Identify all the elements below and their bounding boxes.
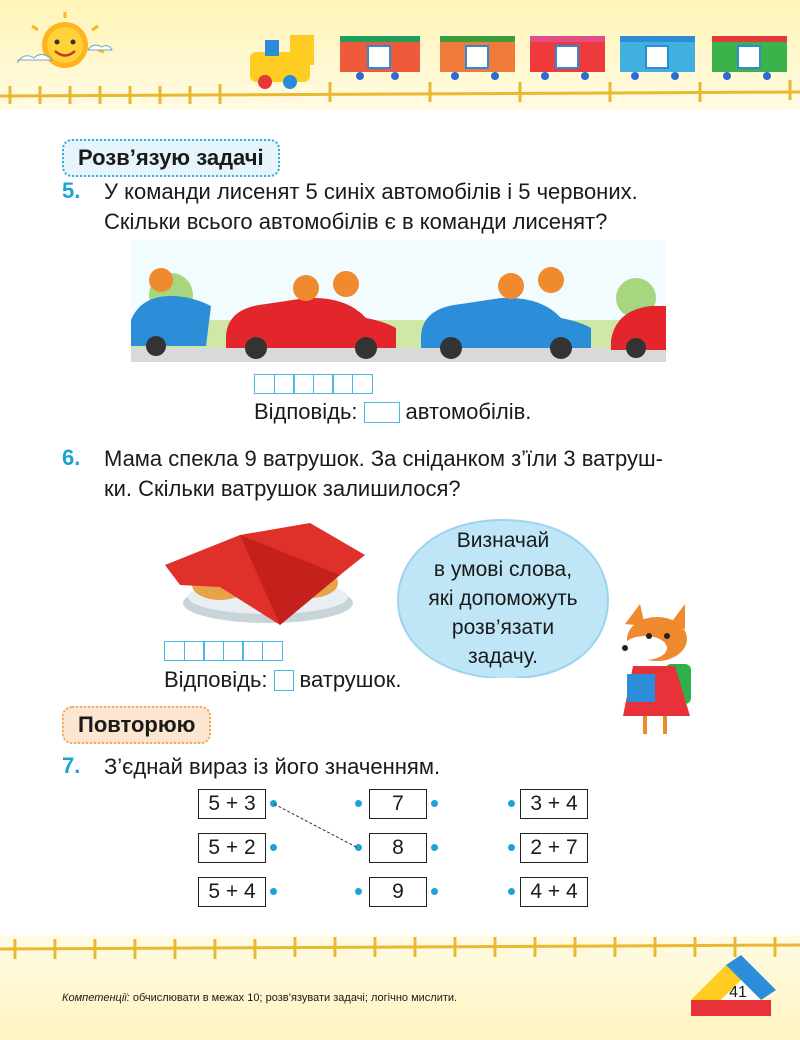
train-illustration [250,35,787,89]
cheesecakes-plate-illustration [160,515,375,625]
grid-cell[interactable] [313,374,334,394]
left-expression[interactable]: 5 + 4 [198,877,266,907]
task-7-text: З’єднай вираз із його значенням. [104,754,441,779]
bubble-line: задачу. [468,645,538,668]
section-header-solve: Розв’язую задачі [62,139,280,177]
middle-value[interactable]: 8 [369,833,427,863]
answer-line-task-6 [164,667,401,693]
grid-cell[interactable] [352,374,373,394]
connector-dot[interactable] [508,844,515,851]
connector-dot[interactable] [431,800,438,807]
header-illustration [0,0,800,115]
right-expression[interactable]: 4 + 4 [520,877,588,907]
connector-dot[interactable] [355,888,362,895]
connector-dot[interactable] [431,888,438,895]
task-7-number: 7. [62,753,81,778]
right-expression[interactable]: 3 + 4 [520,789,588,819]
bubble-line: які допоможуть [428,587,578,610]
answer-unit: ватрушок. [299,667,402,692]
middle-value[interactable]: 9 [369,877,427,907]
sun-icon [18,12,112,68]
competence-text: обчислювати в межах 10; розв’язувати задачі; логічно мислити. [129,992,458,1004]
connector-dot[interactable] [508,888,515,895]
example-connector-line [270,800,365,850]
answer-grid-task-6 [164,641,281,661]
answer-unit: автомобілів. [405,399,532,424]
bubble-line: в умові слова, [433,558,573,581]
grid-cell[interactable] [254,374,275,394]
connector-dot[interactable] [508,800,515,807]
answer-label: Відповідь: [254,399,358,424]
bubble-line: Визначай [456,529,550,552]
connector-dot[interactable] [431,844,438,851]
grid-cell[interactable] [223,641,244,661]
grid-cell[interactable] [184,641,205,661]
grid-cell[interactable] [164,641,185,661]
grid-cell[interactable] [332,374,353,394]
grid-cell[interactable] [293,374,314,394]
section-header-repeat: Повторюю [62,706,211,744]
grass-border [0,80,800,104]
task-6-line-2: ки. Скільки ватрушок залишилося? [104,476,461,501]
bubble-line: розв’язати [451,616,555,639]
grid-cell[interactable] [242,641,263,661]
answer-line-task-5 [254,399,531,425]
left-expression[interactable]: 5 + 2 [198,833,266,863]
task-5-number: 5. [62,178,81,203]
fox-girl-illustration [615,604,700,736]
answer-grid-task-5 [254,374,371,394]
right-expression[interactable]: 2 + 7 [520,833,588,863]
task-5-line-2: Скільки всього автомобілів є в команди лисенят? [104,209,608,234]
competence-note [62,992,457,1004]
task-6-number: 6. [62,445,81,470]
page-number: 41 [729,984,747,1001]
grid-cell[interactable] [262,641,283,661]
task-6-line-1: Мама спекла 9 ватрушок. За сніданком з’їли 3 ватруш- [104,446,663,471]
task-5-line-1: У команди лисенят 5 синіх автомобілів і 5 червоних. [104,179,638,204]
speech-bubble-text [408,526,598,671]
left-expression[interactable]: 5 + 3 [198,789,266,819]
answer-box[interactable] [364,402,400,423]
grass-border-bottom [0,935,800,965]
grid-cell[interactable] [203,641,224,661]
grid-cell[interactable] [274,374,295,394]
answer-box[interactable] [274,670,294,691]
connector-dot[interactable] [270,888,277,895]
competence-label: Компетенції: [62,992,130,1004]
middle-value[interactable]: 7 [369,789,427,819]
cars-illustration [131,240,666,362]
answer-label: Відповідь: [164,667,268,692]
